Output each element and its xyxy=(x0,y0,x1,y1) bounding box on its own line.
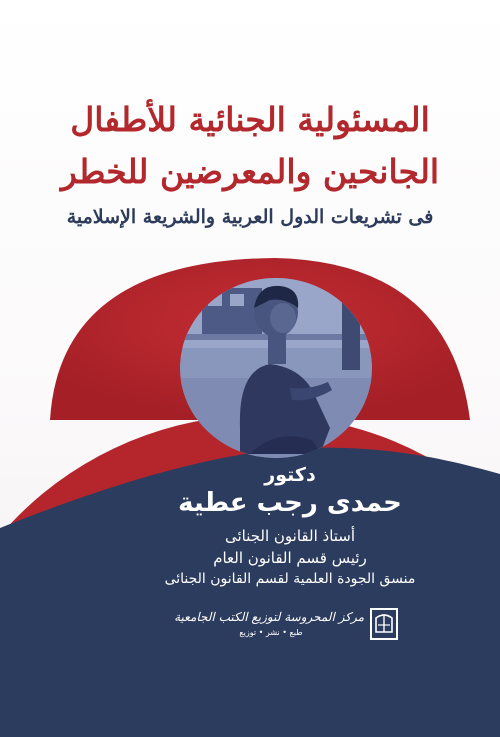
author-name: حمدى رجب عطية xyxy=(178,488,402,518)
publisher-tagline: طبع • نشر • توزيع xyxy=(239,628,303,637)
author-degree: دكتور xyxy=(264,464,316,486)
child-photo xyxy=(180,278,372,458)
book-title-line-2: الجانحين والمعرضين للخطر xyxy=(60,152,440,191)
publisher-name: مركز المحروسة لتوزيع الكتب الجامعية xyxy=(174,610,364,624)
book-title-line-1: المسئولية الجنائية للأطفال xyxy=(70,100,430,139)
author-role-3: منسق الجودة العلمية لقسم القانون الجنائى xyxy=(164,571,416,587)
author-role-1: أستاذ القانون الجنائى xyxy=(224,527,356,545)
publisher-mark xyxy=(174,608,398,642)
publisher-emblem-icon xyxy=(370,608,398,640)
book-subtitle: فى تشريعات الدول العربية والشريعة الإسلامية xyxy=(66,206,434,228)
author-role-2: رئيس قسم القانون العام xyxy=(213,549,367,567)
